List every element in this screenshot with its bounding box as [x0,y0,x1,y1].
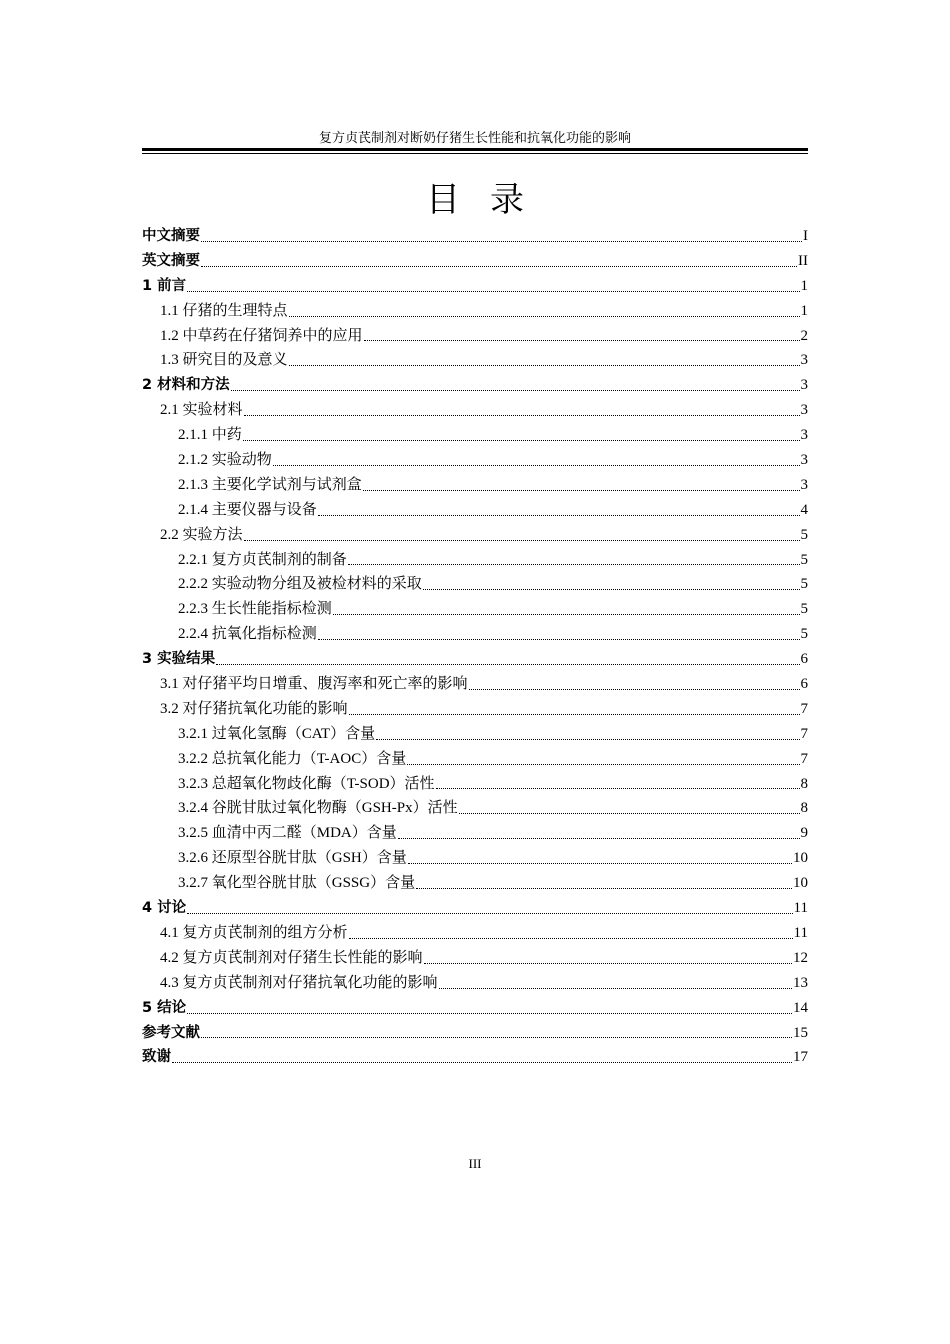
toc-dot-leader [363,489,800,491]
toc-entry[interactable] [142,548,808,573]
toc-entry[interactable] [142,224,808,249]
toc-entry-page: 8 [800,775,808,792]
toc-dot-leader [459,812,800,814]
toc-entry-page: 1 [800,302,808,319]
toc-dot-leader [424,962,792,964]
toc-entry-title: 3.2.2 总抗氧化能力（T-AOC）含量 [178,750,407,767]
toc-entry-title: 中文摘要 [142,228,200,244]
toc-dot-leader [349,937,793,939]
toc-entry[interactable] [142,796,808,821]
toc-entry-page: 14 [793,999,808,1016]
toc-entry[interactable] [142,697,808,722]
toc-entry[interactable] [142,846,808,871]
toc-entry[interactable] [142,373,808,398]
toc-entry-page: 5 [800,551,808,568]
toc-entry-page: 10 [793,875,808,892]
toc-entry-page: 15 [793,1024,808,1041]
toc-entry[interactable] [142,647,808,672]
toc-dot-leader [187,290,799,292]
toc-entry-page: 7 [800,700,808,717]
toc-entry-title: 3.2.6 还原型谷胱甘肽（GSH）含量 [178,850,407,867]
header-rule-thick [142,148,808,151]
toc-dot-leader [172,1061,792,1063]
toc-entry-title: 2.2.1 复方贞芪制剂的制备 [178,551,347,568]
toc-entry[interactable] [142,672,808,697]
toc-entry[interactable] [142,348,808,373]
toc-entry[interactable] [142,896,808,921]
toc-entry-page: 12 [793,949,808,966]
toc-entry[interactable] [142,871,808,896]
toc-entry-title: 2.1.2 实验动物 [178,452,272,469]
toc-entry-page: 6 [800,651,808,668]
toc-dot-leader [348,563,800,565]
toc-entry[interactable] [142,996,808,1021]
toc-entry[interactable] [142,597,808,622]
toc-entry[interactable] [142,398,808,423]
toc-entry-title: 致谢 [142,1049,171,1066]
toc-dot-leader [244,539,800,541]
toc-entry-page: 1 [800,277,808,294]
toc-entry[interactable] [142,1045,808,1070]
toc-entry-title: 3.2.1 过氧化氢酶（CAT）含量 [178,725,376,742]
toc-dot-leader [289,364,800,366]
toc-dot-leader [289,315,800,317]
toc-entry-page: 6 [800,676,808,693]
toc-dot-leader [416,887,792,889]
toc-dot-leader [469,688,800,690]
toc-title: 目录 [426,180,554,220]
toc-entry-page: 2 [800,327,808,344]
toc-entry-page: 13 [793,974,808,991]
toc-entry[interactable] [142,772,808,797]
toc-entry-page: 7 [800,750,808,767]
toc-entry-page: 3 [800,427,808,444]
toc-entry-page: 3 [800,352,808,369]
toc-entry-page: 9 [800,825,808,842]
toc-entry-title: 3 实验结果 [142,651,216,668]
toc-dot-leader [333,613,800,615]
toc-dot-leader [244,414,800,416]
toc-dot-leader [408,862,792,864]
toc-entry[interactable] [142,249,808,274]
toc-entry-title: 3.2.4 谷胱甘肽过氧化物酶（GSH-Px）活性 [178,800,458,817]
toc-entry[interactable] [142,498,808,523]
toc-entry[interactable] [142,523,808,548]
toc-entry-page: 5 [800,576,808,593]
toc-entry-page: 3 [800,452,808,469]
toc-dot-leader [201,1036,792,1038]
toc-entry[interactable] [142,971,808,996]
toc-entry-page: 17 [793,1049,808,1066]
toc-entry[interactable] [142,423,808,448]
toc-dot-leader [349,713,800,715]
toc-dot-leader [187,912,792,914]
toc-dot-leader [439,987,792,989]
toc-entry-title: 4 讨论 [142,900,187,917]
toc-dot-leader [364,339,800,341]
toc-dot-leader [318,514,800,516]
toc-entry[interactable] [142,448,808,473]
toc-dot-leader [423,588,800,590]
toc-entry-title: 4.2 复方贞芪制剂对仔猪生长性能的影响 [160,949,423,966]
toc-entry-page: 11 [793,900,808,917]
toc-entry-title: 参考文献 [142,1024,200,1041]
toc-entry-title: 2 材料和方法 [142,377,230,394]
toc-entry[interactable] [142,622,808,647]
toc-dot-leader [376,738,799,740]
toc-entry[interactable] [142,921,808,946]
toc-dot-leader [187,1012,792,1014]
toc-entry-page: II [798,252,808,269]
page-number: III [468,1156,482,1171]
toc-entry[interactable] [142,572,808,597]
toc-entry[interactable] [142,821,808,846]
toc-entry-page: 3 [800,402,808,419]
toc-entry-page: 11 [793,924,808,941]
toc-entry-title: 4.3 复方贞芪制剂对仔猪抗氧化功能的影响 [160,974,438,991]
toc-entry-title: 4.1 复方贞芪制剂的组方分析 [160,924,348,941]
toc-entry[interactable] [142,274,808,299]
toc-entry-title: 1.1 仔猪的生理特点 [160,302,288,319]
toc-entry-page: 3 [800,377,808,394]
toc-entry-title: 2.2.3 生长性能指标检测 [178,601,332,618]
toc-entry-title: 3.2 对仔猪抗氧化功能的影响 [160,700,348,717]
toc-dot-leader [216,663,799,665]
toc-entry[interactable] [142,324,808,349]
toc-dot-leader [201,265,797,267]
toc-entry-title: 2.1 实验材料 [160,402,243,419]
toc-entry[interactable] [142,722,808,747]
toc-dot-leader [436,787,800,789]
toc-entry-title: 2.1.3 主要化学试剂与试剂盒 [178,476,362,493]
toc-entry[interactable] [142,946,808,971]
toc-entry-page: 4 [800,501,808,518]
toc-entry[interactable] [142,747,808,772]
toc-entry-title: 2.1.1 中药 [178,427,242,444]
toc-entry-title: 2.2.4 抗氧化指标检测 [178,626,317,643]
toc-entry-page: 8 [800,800,808,817]
toc-dot-leader [201,240,802,242]
toc-entry-page: 3 [800,476,808,493]
toc-entry[interactable] [142,1021,808,1046]
running-header: 复方贞芪制剂对断奶仔猪生长性能和抗氧化功能的影响 [318,130,631,145]
toc-entry-page: 5 [800,601,808,618]
toc-entry-title: 3.2.3 总超氧化物歧化酶（T-SOD）活性 [178,775,435,792]
toc-entry-title: 2.2 实验方法 [160,526,243,543]
toc-entry-page: 10 [793,850,808,867]
toc-entry[interactable] [142,473,808,498]
toc-entry-page: I [803,228,808,244]
toc-dot-leader [231,389,800,391]
toc-entry-title: 1.3 研究目的及意义 [160,352,288,369]
toc-entry-title: 1 前言 [142,277,187,294]
toc-entry[interactable] [142,299,808,324]
toc-dot-leader [273,464,800,466]
toc-dot-leader [318,638,800,640]
toc-dot-leader [243,439,800,441]
toc-entry-title: 3.2.7 氧化型谷胱甘肽（GSSG）含量 [178,875,416,892]
toc-entry-title: 3.2.5 血清中丙二醛（MDA）含量 [178,825,397,842]
toc-entry-title: 5 结论 [142,999,187,1016]
toc-entry-page: 5 [800,626,808,643]
table-of-contents [142,224,808,1070]
toc-entry-title: 2.1.4 主要仪器与设备 [178,501,317,518]
toc-dot-leader [398,837,800,839]
toc-entry-title: 英文摘要 [142,252,200,269]
toc-entry-page: 7 [800,725,808,742]
header-rule-thin [142,153,808,154]
toc-entry-title: 2.2.2 实验动物分组及被检材料的采取 [178,576,422,593]
toc-entry-page: 5 [800,526,808,543]
toc-entry-title: 3.1 对仔猪平均日增重、腹泻率和死亡率的影响 [160,676,468,693]
toc-entry-title: 1.2 中草药在仔猪饲养中的应用 [160,327,363,344]
toc-dot-leader [407,763,799,765]
